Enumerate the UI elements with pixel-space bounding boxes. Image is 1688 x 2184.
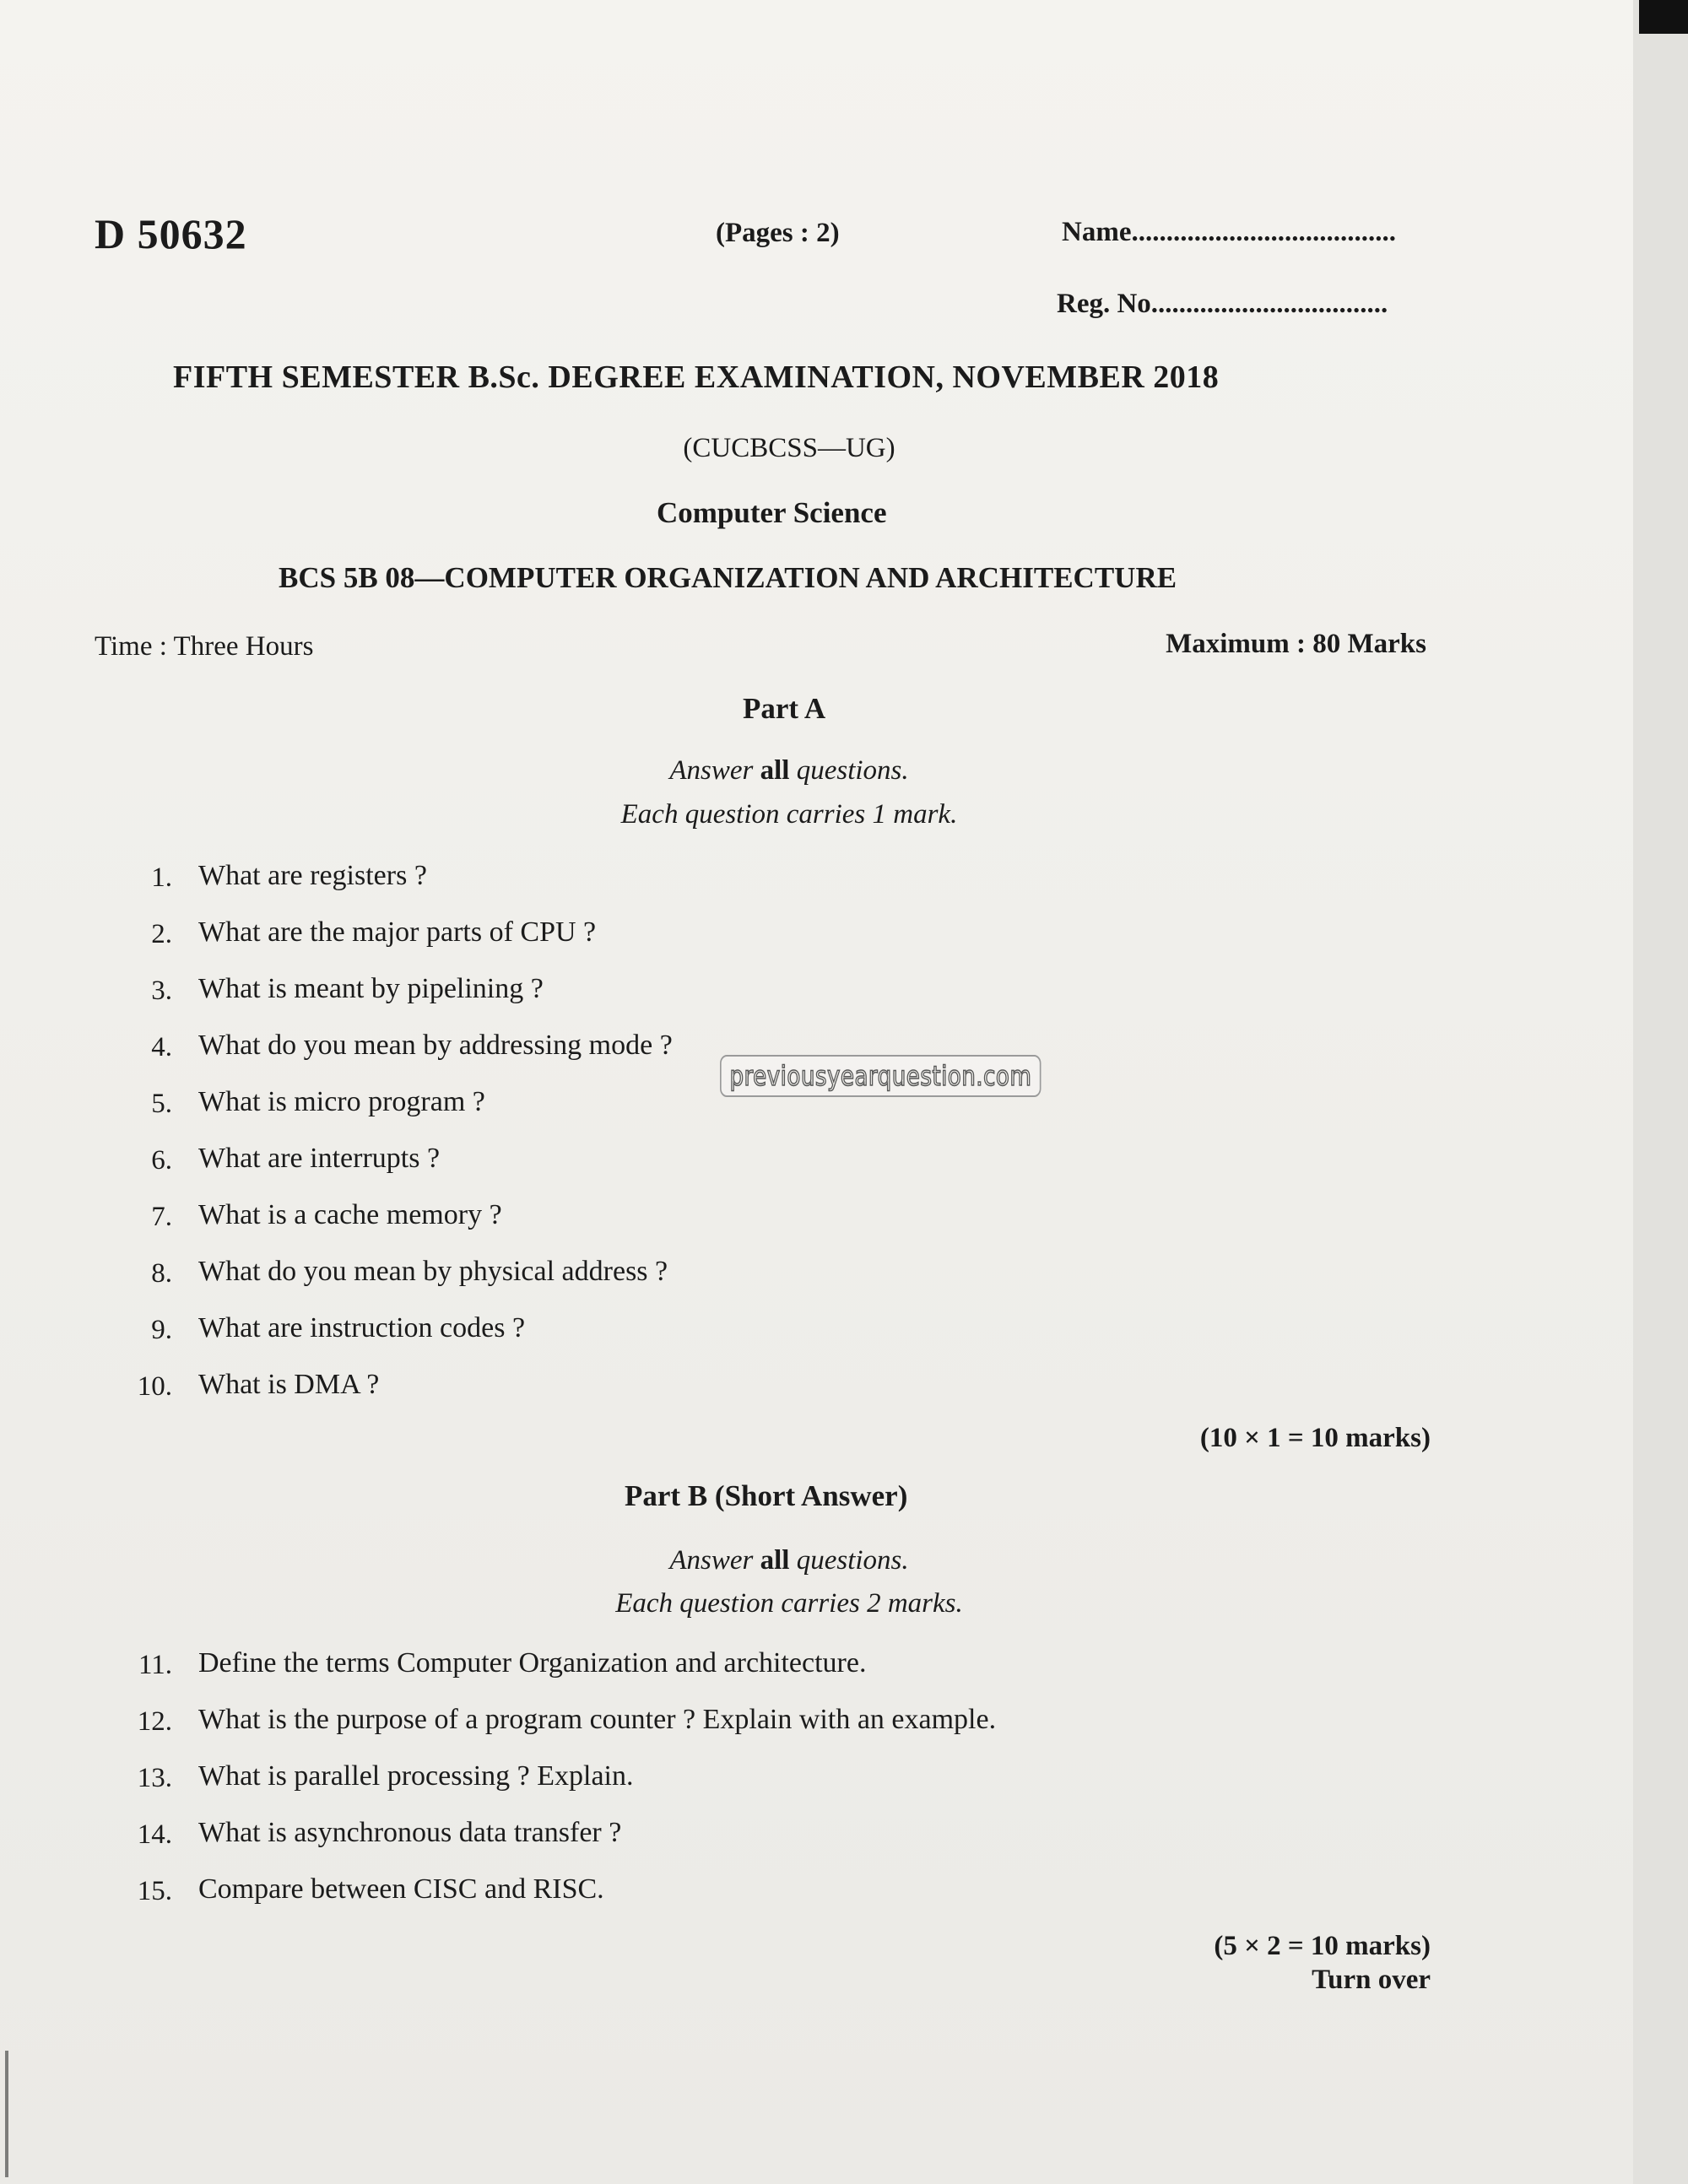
- question-text: What is DMA ?: [198, 1369, 380, 1400]
- question-text: Define the terms Computer Organization and architecture.: [198, 1647, 867, 1679]
- question-text: What is meant by pipelining ?: [198, 973, 544, 1004]
- question-number: 14.: [137, 1819, 172, 1850]
- scan-corner-mark: [1639, 0, 1688, 34]
- question-text: Compare between CISC and RISC.: [198, 1873, 604, 1905]
- question-text: What is the purpose of a program counter ? Explain with an example.: [198, 1704, 997, 1735]
- question-number: 7.: [151, 1202, 172, 1232]
- question-number: 13.: [137, 1763, 172, 1793]
- scan-edge-mark: [5, 2051, 8, 2177]
- question-number: 4.: [151, 1032, 172, 1062]
- exam-title: FIFTH SEMESTER B.Sc. DEGREE EXAMINATION, NOVEMBER 2018: [173, 359, 1220, 395]
- question-number: 2.: [151, 919, 172, 949]
- question-text: What is micro program ?: [198, 1086, 485, 1117]
- part-b-instruction: Answer all questions.: [669, 1545, 909, 1576]
- question-number: 10.: [137, 1371, 172, 1402]
- question-text: What is asynchronous data transfer ?: [198, 1817, 622, 1848]
- part-a-marks-note: Each question carries 1 mark.: [620, 799, 958, 830]
- part-b-total-marks: (5 × 2 = 10 marks): [1214, 1931, 1431, 1961]
- question-text: What do you mean by physical address ?: [198, 1256, 668, 1287]
- question-text: What is parallel processing ? Explain.: [198, 1760, 634, 1792]
- part-a-heading: Part A: [743, 692, 826, 725]
- question-number: 1.: [151, 862, 172, 893]
- question-number: 6.: [151, 1145, 172, 1176]
- question-number: 11.: [138, 1650, 172, 1680]
- name-field: Name......................................: [1062, 217, 1396, 247]
- part-a-instruction: Answer all questions.: [669, 755, 909, 786]
- question-text: What are instruction codes ?: [198, 1312, 526, 1343]
- question-number: 8.: [151, 1258, 172, 1289]
- paper-code: D 50632: [95, 210, 247, 257]
- question-text: What are interrupts ?: [198, 1143, 441, 1174]
- exam-scheme: (CUCBCSS—UG): [683, 433, 895, 463]
- question-text: What is a cache memory ?: [198, 1199, 502, 1230]
- part-a-total-marks: (10 × 1 = 10 marks): [1199, 1423, 1431, 1453]
- question-number: 5.: [151, 1089, 172, 1119]
- question-number: 9.: [151, 1315, 172, 1345]
- scan-border: [1633, 0, 1688, 2184]
- reg-no-field: Reg. No..................................: [1057, 289, 1388, 319]
- maximum-marks: Maximum : 80 Marks: [1166, 629, 1426, 659]
- exam-subject: Computer Science: [657, 496, 887, 529]
- question-text: What are the major parts of CPU ?: [198, 916, 597, 948]
- time-limit: Time : Three Hours: [95, 631, 314, 662]
- question-number: 12.: [137, 1706, 172, 1737]
- question-number: 3.: [151, 976, 172, 1006]
- paper-title: BCS 5B 08—COMPUTER ORGANIZATION AND ARCHITECTURE: [279, 561, 1177, 594]
- site-watermark: previousyearquestion.com: [720, 1055, 1041, 1097]
- question-number: 15.: [137, 1876, 172, 1906]
- page-count: (Pages : 2): [716, 218, 840, 248]
- question-text: What do you mean by addressing mode ?: [198, 1030, 673, 1061]
- turn-over-note: Turn over: [1312, 1965, 1431, 1995]
- part-b-heading: Part B (Short Answer): [625, 1479, 908, 1512]
- question-text: What are registers ?: [198, 860, 427, 891]
- part-b-marks-note: Each question carries 2 marks.: [615, 1588, 963, 1619]
